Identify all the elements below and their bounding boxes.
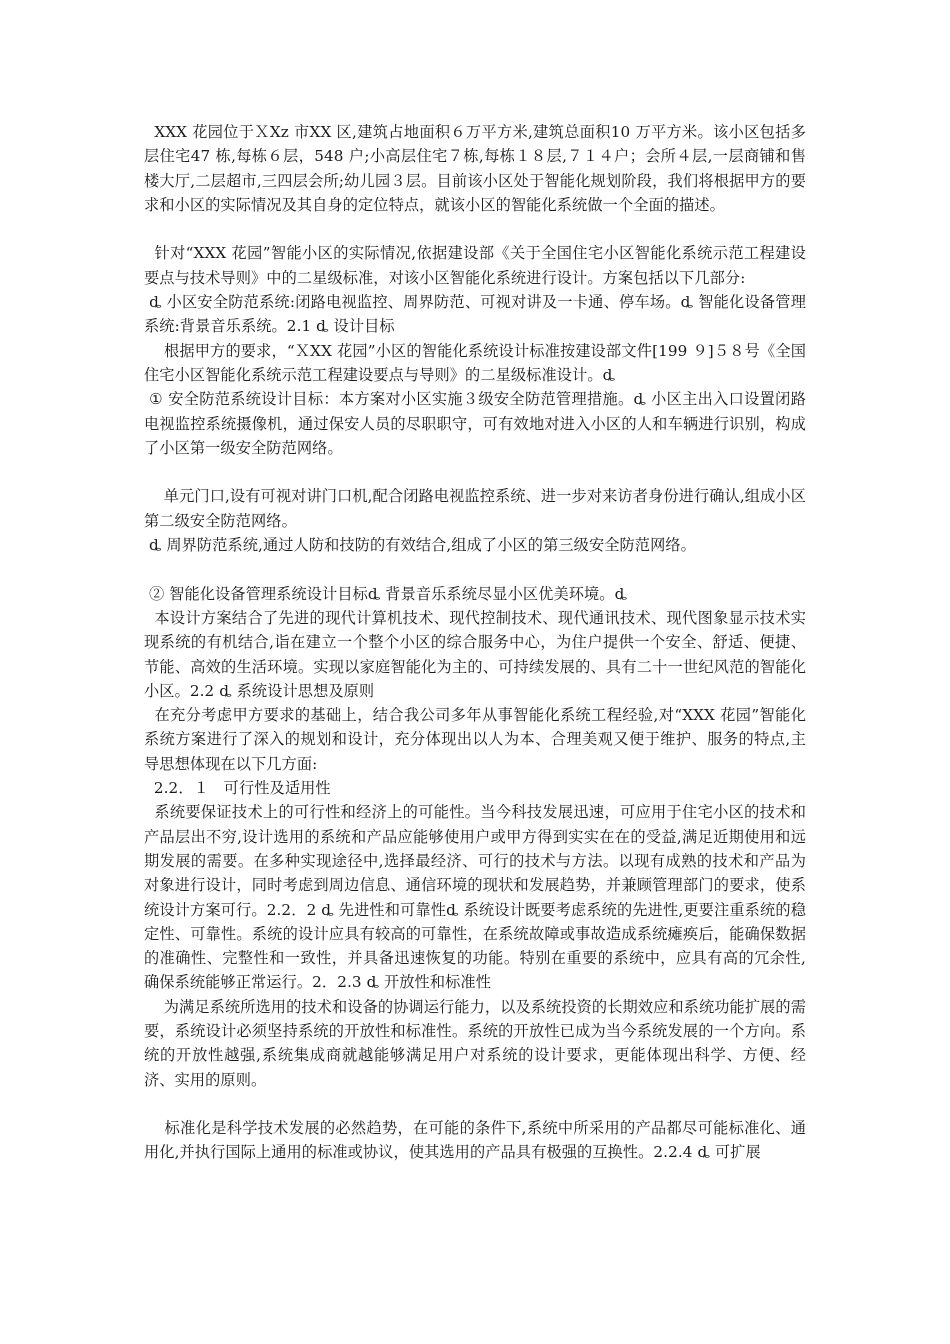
paragraph-gap <box>144 217 806 241</box>
paragraph-security-levels: 单元门口,设有可视对讲门口机,配合闭路电视监控系统、进一步对来访者身份进行确认,组成小区第二级安全防范网络。 ȡ 周界防范系统,通过人防和技防的有效结合,组成了小区的第三级安全防范网络。 <box>144 487 806 555</box>
paragraph-gap <box>144 460 806 484</box>
document-body <box>144 120 806 1165</box>
paragraph-design-basis-and-goals: 针对“XXX 花园”智能小区的实际情况,依据建设部《关于全国住宅小区智能化系统示范工程建设要点与技术导则》中的二星级标准，对该小区智能化系统进行设计。方案包括以下几部分: ȡ 小区安全防范系统:闭路电视监控、周界防范、可视对讲及一卡通、停车场。ȡ 智能化设备管理系统:背景音乐系统。2.1 ȡ 设计目标 根据甲方的要求，“ＸXX 花园”小区的智能化系统设计标准按建设部文件[199 ９]５８号《全国住宅小区智能化系统示范工程建设要点与导则》的二星级标准设计。ȡ ① 安全防范系统设计目标：本方案对小区实施３级安全防范管理措施。ȡ 小区主出入口设置闭路电视监控系统摄像机，通过保安人员的尽职职守，可有效地对进入小区的人和车辆进行识别，构成了小区第一级安全防范网络。 <box>144 244 807 457</box>
paragraph-gap <box>144 557 806 581</box>
paragraph-gap <box>144 1092 806 1116</box>
paragraph-design-principles: ② 智能化设备管理系统设计目标ȡ 背景音乐系统尽显小区优美环境。ȡ 本设计方案结合了先进的现代计算机技术、现代控制技术、现代通讯技术、现代图象显示技术实现系统的有机结合,诣在建立一个整个小区的综合服务中心，为住户提供一个安全、舒适、便捷、节能、高效的生活环境。实现以家庭智能化为主的、可持续发展的、具有二十一世纪风范的智能化小区。2.2 ȡ 系统设计思想及原则 在充分考虑甲方要求的基础上，结合我公司多年从事智能化系统工程经验,对“XXX 花园”智能化系统方案进行了深入的规划和设计，充分体现出以人为本、合理美观又便于维护、服务的特点,主导思想体现在以下几方面: 2.2．１ 可行性及适用性 系统要保证技术上的可行性和经济上的可能性。当今科技发展迅速，可应用于住宅小区的技术和产品层出不穷,设计选用的系统和产品应能够使用户或甲方得到实实在在的受益,满足近期使用和远期发展的需要。在多种实现途径中,选择最经济、可行的技术与方法。以现有成熟的技术和产品为对象进行设计，同时考虑到周边信息、通信环境的现状和发展趋势，并兼顾管理部门的要求，使系统设计方案可行。2.2．2 ȡ 先进性和可靠性ȡ 系统设计既要考虑系统的先进性,更要注重系统的稳定性、可靠性。系统的设计应具有较高的可靠性，在系统故障或事故造成系统瘫痪后，能确保数据的准确性、完整性和一致性，并具备迅速恢复的功能。特别在重要的系统中，应具有高的冗余性,确保系统能够正常运行。2．2.3 ȡ 开放性和标准性 为满足系统所选用的技术和设备的协调运行能力，以及系统投资的长期效应和系统功能扩展的需要，系统设计必须坚持系统的开放性和标准性。系统的开放性已成为当今系统发展的一个方向。系统的开放性越强,系统集成商就越能够满足用户对系统的设计要求，更能体现出科学、方便、经济、实用的原则。 <box>144 584 807 1089</box>
paragraph-project-overview: XXX 花园位于ＸXz 市XX 区,建筑占地面积６万平方米,建筑总面积10 万平方米。该小区包括多层住宅47 栋,每栋６层，548 户;小高层住宅７栋,每栋１８层,７１４户；会所４层,一层商铺和售楼大厅,二层超市,三四层会所;幼儿园３层。目前该小区处于智能化规划阶段，我们将根据甲方的要求和小区的实际情况及其自身的定位特点，就该小区的智能化系统做一个全面的描述。 <box>144 123 806 214</box>
paragraph-standardization: 标准化是科学技术发展的必然趋势，在可能的条件下,系统中所采用的产品都尽可能标准化、通用化,并执行国际上通用的标准或协议，使其选用的产品具有极强的互换性。2.2.4 ȡ 可扩展 <box>144 1119 806 1162</box>
